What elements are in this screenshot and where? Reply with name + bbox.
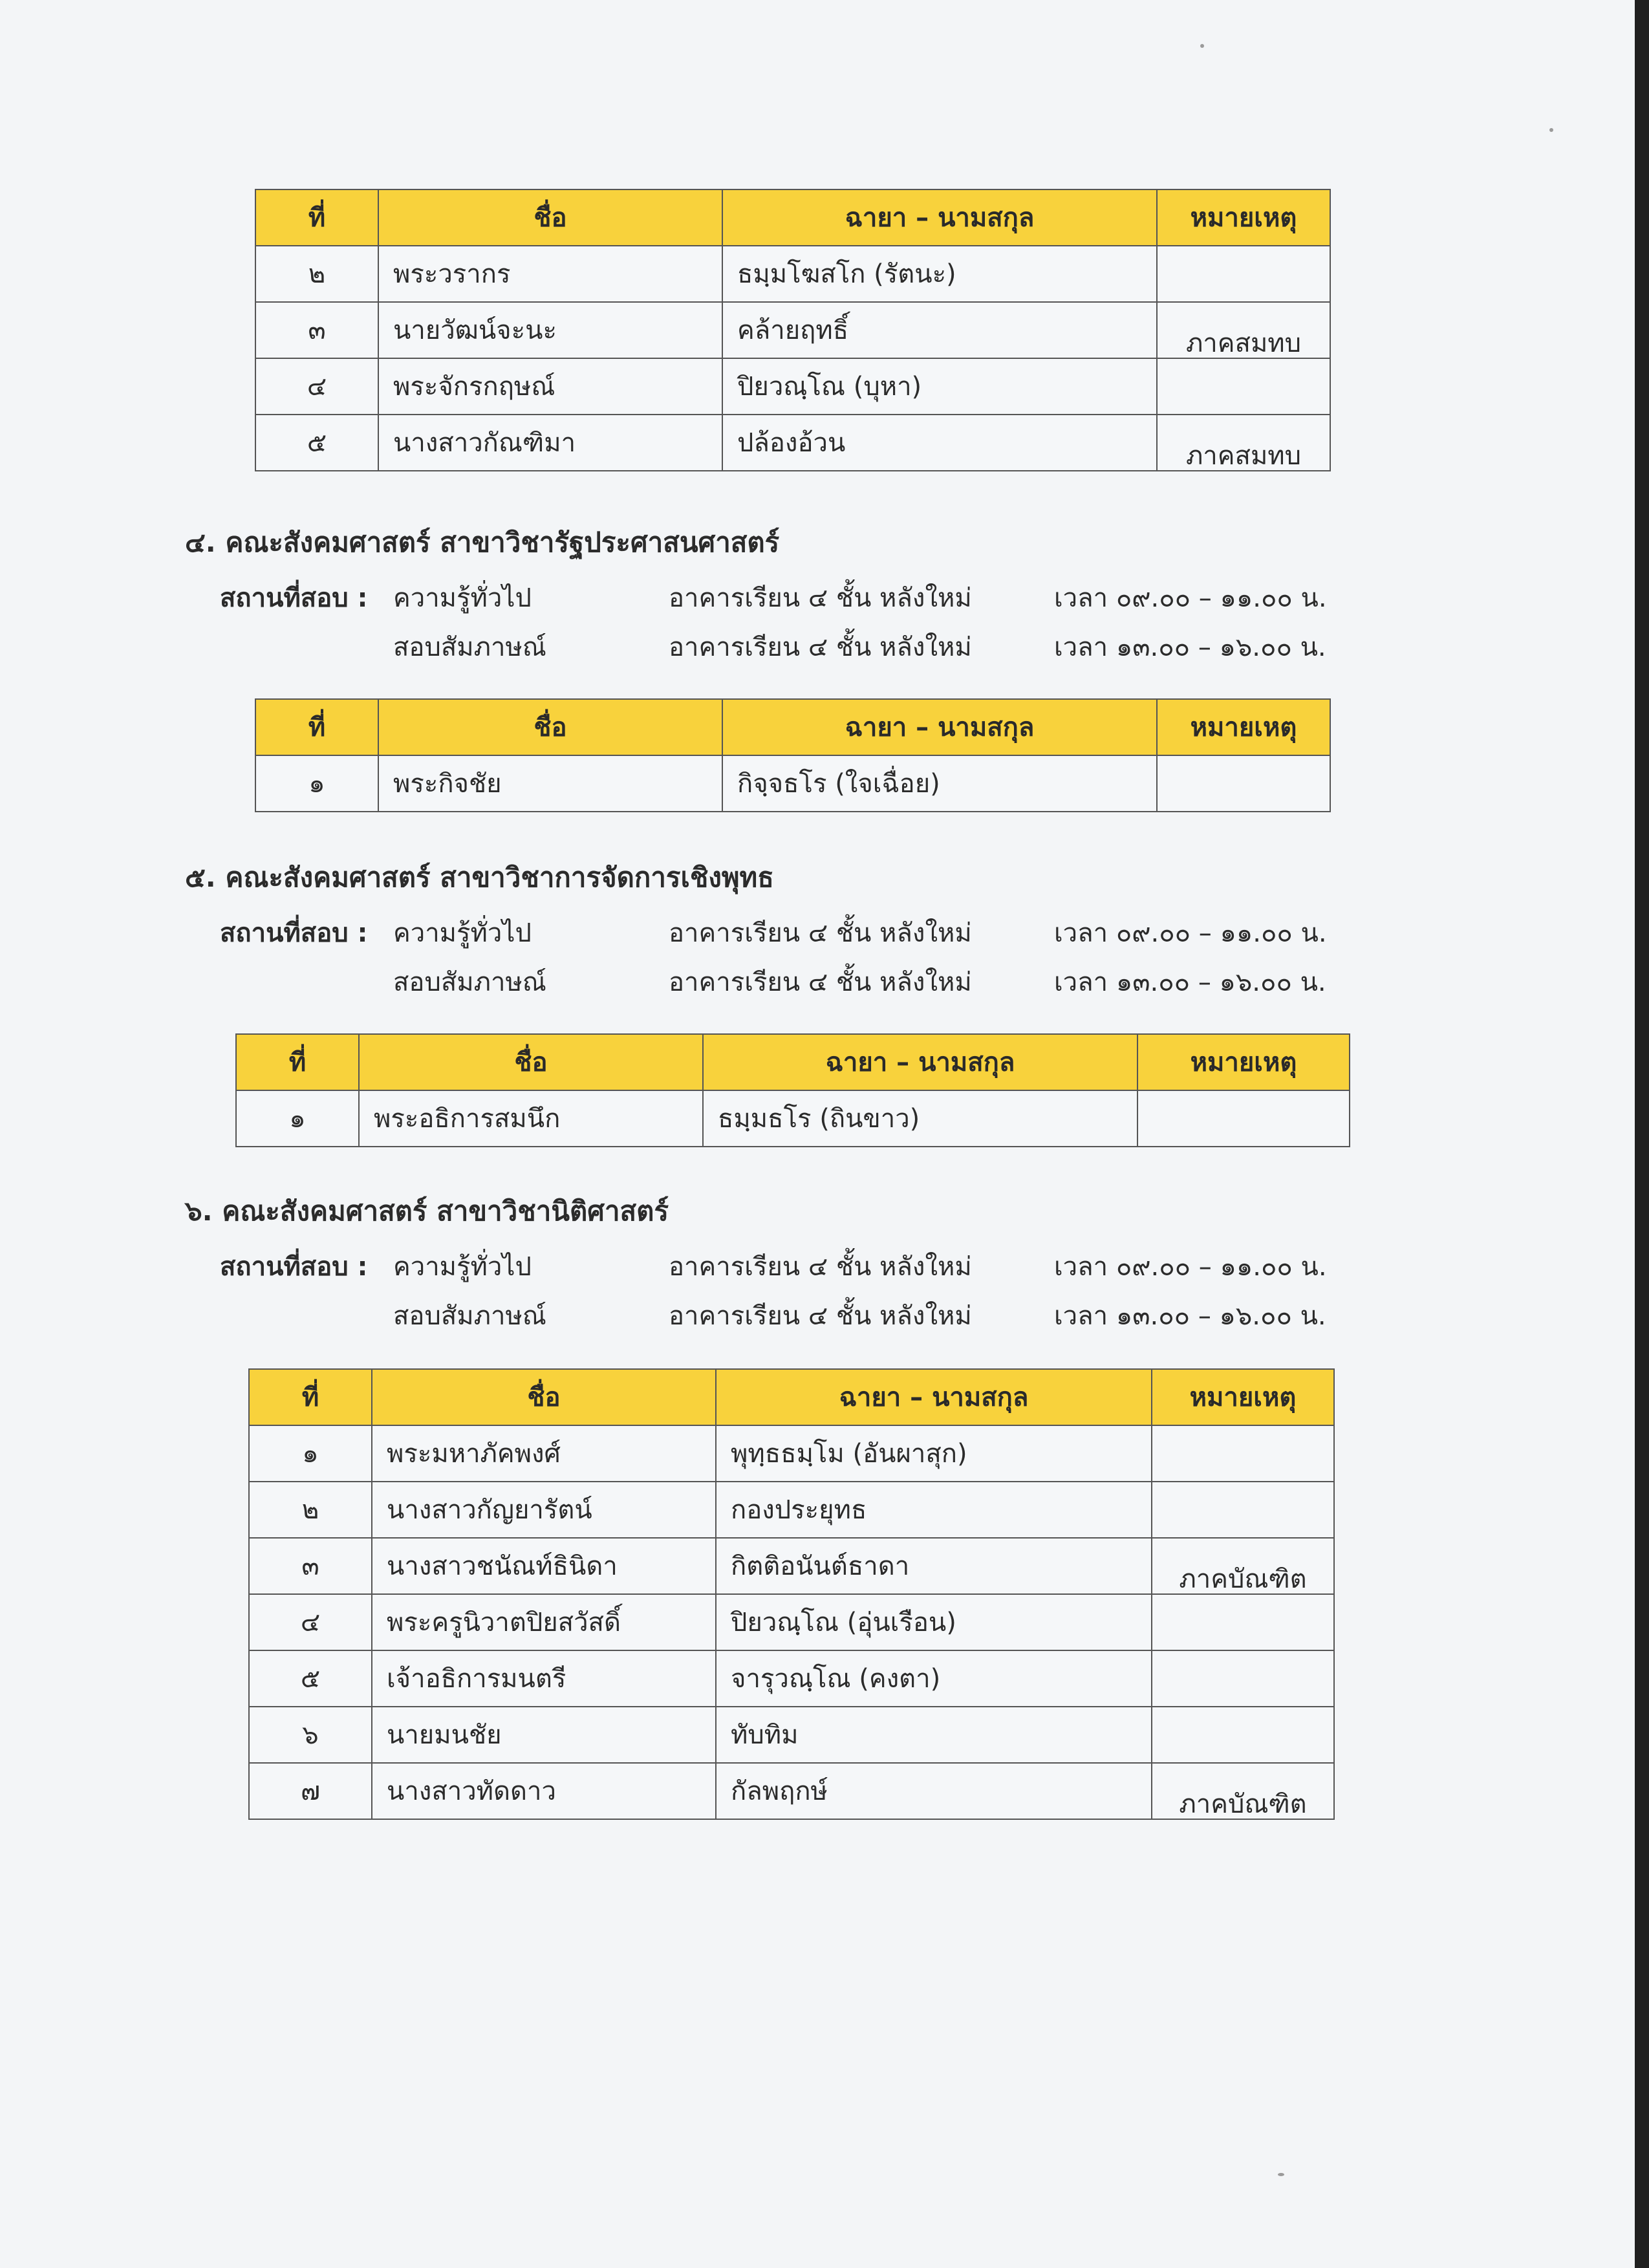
table-header-row [236, 1034, 1350, 1090]
table-section-6 [248, 1368, 1335, 1820]
header-note: หมายเหตุ [1137, 1034, 1350, 1090]
interview-label: สอบสัมภาษณ์ [393, 632, 546, 662]
cell-surname: ปล้องอ้วน [722, 415, 1157, 471]
header-surname: ฉายา – นามสกุล [716, 1369, 1152, 1425]
cell-surname: คล้ายฤทธิ์ [722, 302, 1157, 358]
scan-speck [1549, 128, 1553, 132]
cell-surname: กิจฺจธโร (ใจเฉื่อย) [722, 755, 1157, 812]
cell-note [1157, 358, 1330, 415]
section-5-title: ๕. คณะสังคมศาสตร์ สาขาวิชาการจัดการเชิงพุทธ [185, 861, 774, 893]
cell-note [1152, 1594, 1334, 1650]
cell-name: นางสาวชนัณท์ธินิดา [372, 1538, 716, 1594]
cell-no: ๗ [249, 1763, 372, 1819]
header-name: ชื่อ [378, 699, 722, 755]
section-4-title: ๔. คณะสังคมศาสตร์ สาขาวิชารัฐประศาสนศาสตร์ [185, 526, 780, 558]
header-no: ที่ [249, 1369, 372, 1425]
cell-surname: ทับทิม [716, 1707, 1152, 1763]
cell-name: นายวัฒน์จะนะ [378, 302, 722, 358]
header-no: ที่ [255, 699, 378, 755]
table-row [249, 1425, 1334, 1482]
cell-no: ๔ [255, 358, 378, 415]
cell-surname: กองประยุทธ [716, 1482, 1152, 1538]
header-note: หมายเหตุ [1152, 1369, 1334, 1425]
cell-surname: ปิยวณฺโณ (บุหา) [722, 358, 1157, 415]
general-exam-time: เวลา ๐๙.๐๐ – ๑๑.๐๐ น. [1054, 583, 1327, 613]
cell-note [1137, 1090, 1350, 1147]
venue-label: สถานที่สอบ : [220, 583, 368, 613]
cell-note: ภาคสมทบ [1157, 415, 1330, 471]
general-exam-time: เวลา ๐๙.๐๐ – ๑๑.๐๐ น. [1054, 918, 1327, 948]
table-row [249, 1763, 1334, 1819]
cell-name: นางสาวกัณฑิมา [378, 415, 722, 471]
header-no: ที่ [236, 1034, 359, 1090]
header-name: ชื่อ [359, 1034, 703, 1090]
cell-note [1152, 1482, 1334, 1538]
cell-name: เจ้าอธิการมนตรี [372, 1650, 716, 1707]
general-exam-label: ความรู้ทั่วไป [393, 583, 532, 613]
table-header-row [255, 189, 1330, 246]
cell-name: นางสาวทัดดาว [372, 1763, 716, 1819]
table-row [249, 1650, 1334, 1707]
table-continued [255, 189, 1331, 471]
cell-surname: กัลพฤกษ์ [716, 1763, 1152, 1819]
interview-place: อาคารเรียน ๔ ชั้น หลังใหม่ [669, 967, 972, 997]
header-note: หมายเหตุ [1157, 699, 1330, 755]
cell-note [1157, 755, 1330, 812]
general-exam-label: ความรู้ทั่วไป [393, 1252, 532, 1282]
table-section-4 [255, 698, 1331, 812]
cell-surname: ปิยวณฺโณ (อุ่นเรือน) [716, 1594, 1152, 1650]
table-header-row [249, 1369, 1334, 1425]
cell-note: ภาคบัณฑิต [1152, 1538, 1334, 1594]
cell-no: ๑ [249, 1425, 372, 1482]
interview-place: อาคารเรียน ๔ ชั้น หลังใหม่ [669, 1301, 972, 1331]
cell-note [1152, 1650, 1334, 1707]
interview-label: สอบสัมภาษณ์ [393, 1301, 546, 1331]
cell-note: ภาคบัณฑิต [1152, 1763, 1334, 1819]
header-note: หมายเหตุ [1157, 189, 1330, 246]
section-6-title: ๖. คณะสังคมศาสตร์ สาขาวิชานิติศาสตร์ [185, 1195, 669, 1227]
scan-speck [1278, 2173, 1284, 2176]
cell-surname: กิตติอนันต์ธาดา [716, 1538, 1152, 1594]
venue-label: สถานที่สอบ : [220, 918, 368, 948]
cell-note: ภาคสมทบ [1157, 302, 1330, 358]
cell-no: ๑ [236, 1090, 359, 1147]
cell-note [1152, 1707, 1334, 1763]
cell-note [1152, 1425, 1334, 1482]
table-row [255, 246, 1330, 302]
cell-no: ๑ [255, 755, 378, 812]
venue-label: สถานที่สอบ : [220, 1252, 368, 1282]
interview-time: เวลา ๑๓.๐๐ – ๑๖.๐๐ น. [1054, 632, 1326, 662]
general-exam-place: อาคารเรียน ๔ ชั้น หลังใหม่ [669, 1252, 972, 1282]
general-exam-label: ความรู้ทั่วไป [393, 918, 532, 948]
cell-surname: จารุวณฺโณ (คงตา) [716, 1650, 1152, 1707]
cell-surname: ธมฺมโฆสโก (รัตนะ) [722, 246, 1157, 302]
general-exam-place: อาคารเรียน ๔ ชั้น หลังใหม่ [669, 583, 972, 613]
cell-surname: พุทฺธธมฺโม (อันผาสุก) [716, 1425, 1152, 1482]
table-row [255, 415, 1330, 471]
scan-speck [1200, 44, 1204, 48]
cell-name: นางสาวกัญยารัตน์ [372, 1482, 716, 1538]
interview-place: อาคารเรียน ๔ ชั้น หลังใหม่ [669, 632, 972, 662]
cell-no: ๕ [249, 1650, 372, 1707]
cell-name: พระกิจชัย [378, 755, 722, 812]
header-surname: ฉายา – นามสกุล [722, 189, 1157, 246]
table-header-row [255, 699, 1330, 755]
cell-no: ๖ [249, 1707, 372, 1763]
table-row [249, 1594, 1334, 1650]
table-row [236, 1090, 1350, 1147]
table-row [255, 358, 1330, 415]
cell-name: พระอธิการสมนึก [359, 1090, 703, 1147]
cell-no: ๓ [249, 1538, 372, 1594]
cell-name: พระวรากร [378, 246, 722, 302]
cell-name: พระมหาภัคพงศ์ [372, 1425, 716, 1482]
cell-name: พระจักรกฤษณ์ [378, 358, 722, 415]
cell-no: ๓ [255, 302, 378, 358]
header-surname: ฉายา – นามสกุล [703, 1034, 1137, 1090]
interview-time: เวลา ๑๓.๐๐ – ๑๖.๐๐ น. [1054, 1301, 1326, 1331]
table-row [249, 1707, 1334, 1763]
cell-no: ๕ [255, 415, 378, 471]
cell-name: พระครูนิวาตปิยสวัสดิ์ [372, 1594, 716, 1650]
cell-no: ๔ [249, 1594, 372, 1650]
table-row [255, 755, 1330, 812]
header-name: ชื่อ [378, 189, 722, 246]
interview-label: สอบสัมภาษณ์ [393, 967, 546, 997]
cell-no: ๒ [255, 246, 378, 302]
table-row [249, 1538, 1334, 1594]
cell-no: ๒ [249, 1482, 372, 1538]
general-exam-place: อาคารเรียน ๔ ชั้น หลังใหม่ [669, 918, 972, 948]
header-no: ที่ [255, 189, 378, 246]
table-row [249, 1482, 1334, 1538]
header-name: ชื่อ [372, 1369, 716, 1425]
header-surname: ฉายา – นามสกุล [722, 699, 1157, 755]
scan-edge [1635, 0, 1649, 2268]
cell-surname: ธมฺมธโร (ถินขาว) [703, 1090, 1137, 1147]
cell-note [1157, 246, 1330, 302]
table-row [255, 302, 1330, 358]
general-exam-time: เวลา ๐๙.๐๐ – ๑๑.๐๐ น. [1054, 1252, 1327, 1282]
interview-time: เวลา ๑๓.๐๐ – ๑๖.๐๐ น. [1054, 967, 1326, 997]
table-section-5 [235, 1033, 1350, 1147]
cell-name: นายมนชัย [372, 1707, 716, 1763]
